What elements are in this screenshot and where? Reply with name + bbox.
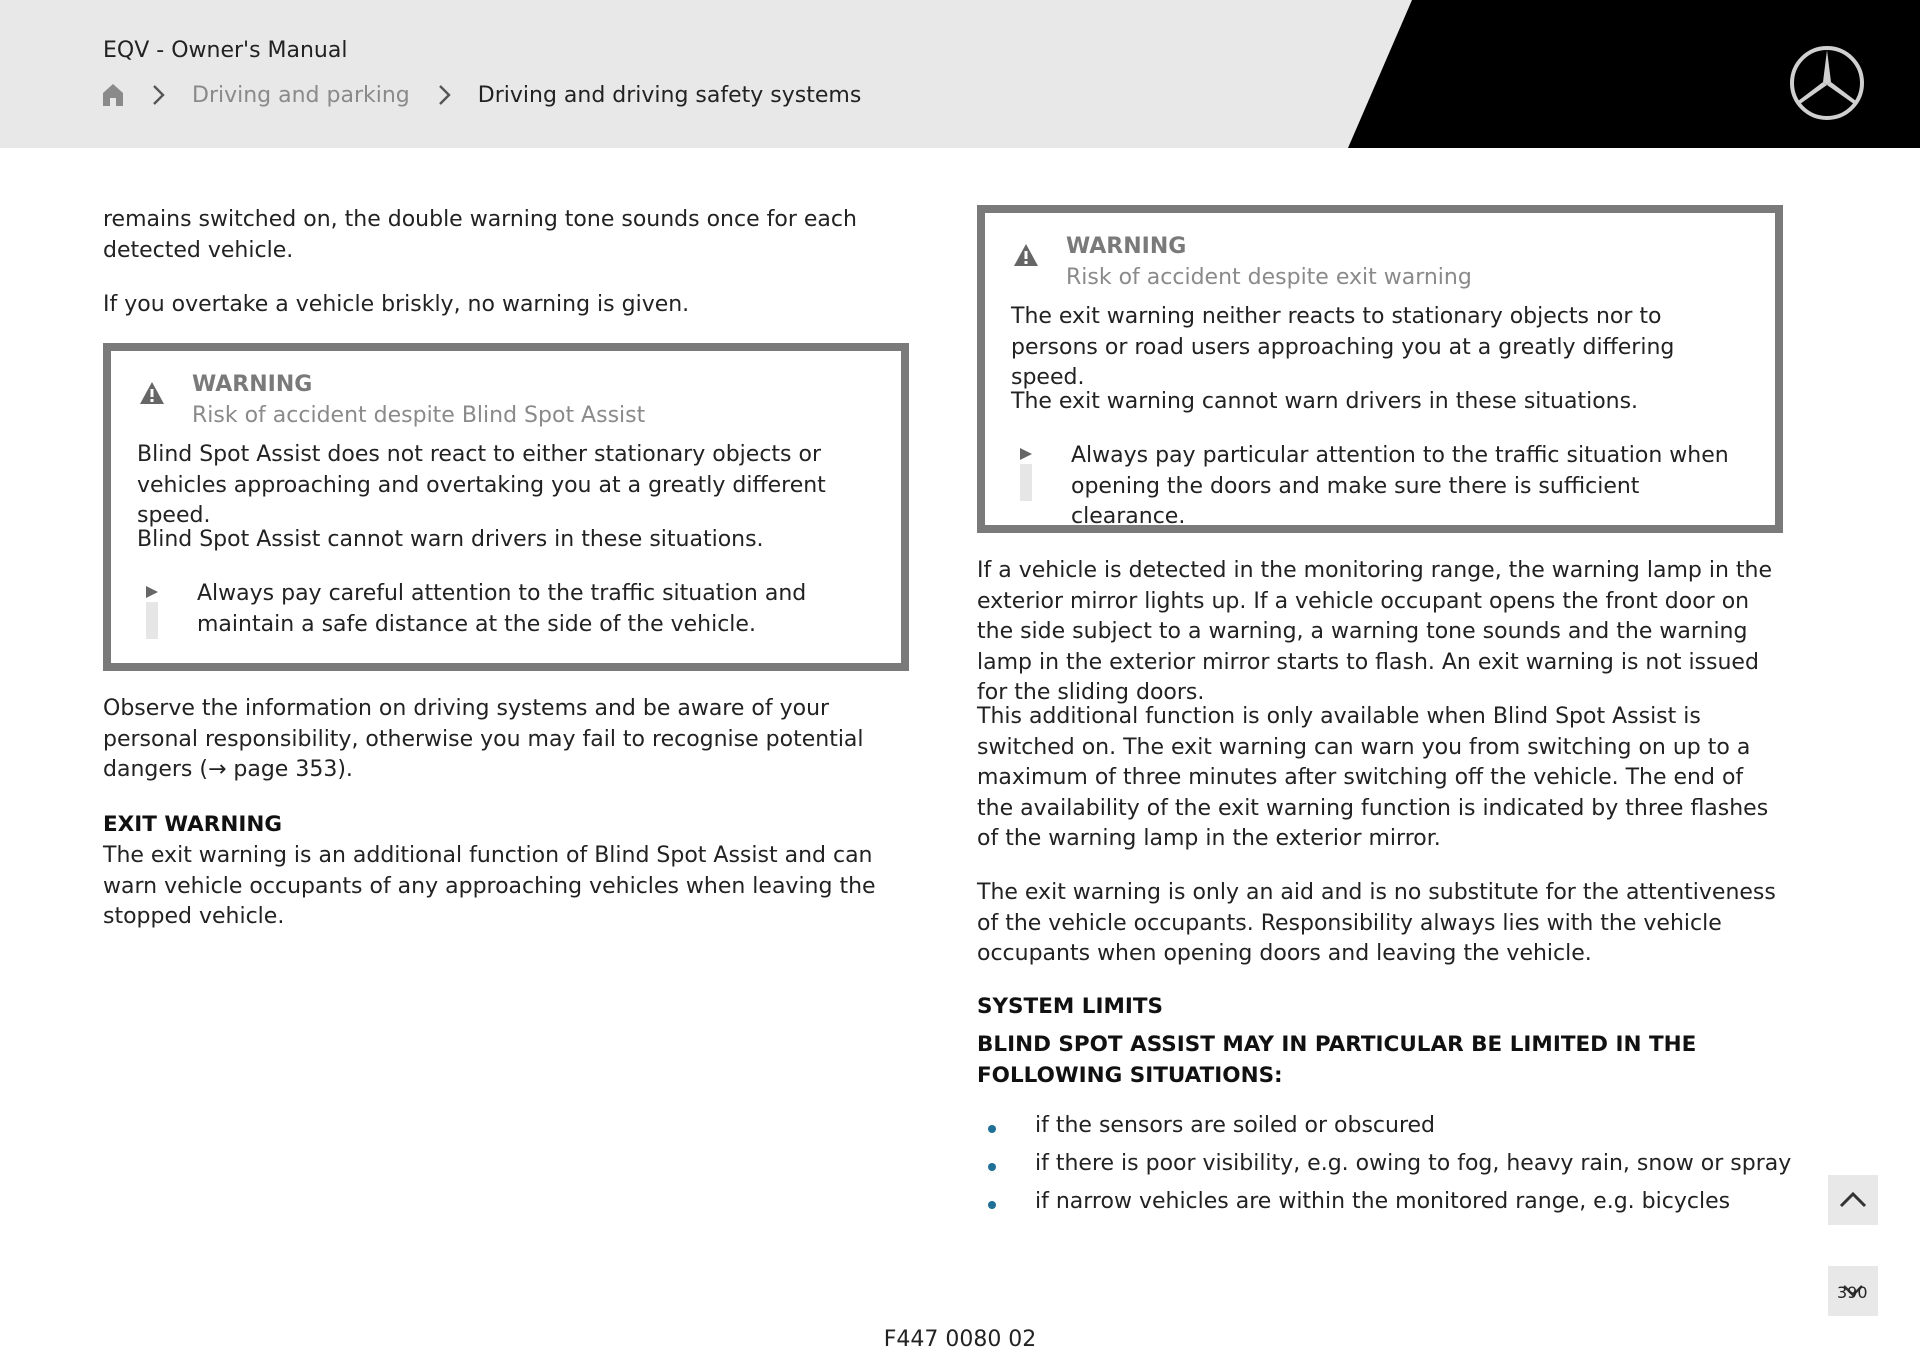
list-item: if the sensors are soiled or obscured xyxy=(1035,1113,1436,1138)
system-limits-heading: SYSTEM LIMITS xyxy=(977,994,1164,1019)
warning-instruction: Always pay careful attention to the traffic situation and maintain a safe distance at the side of the vehicle. xyxy=(197,581,807,637)
list-item: if there is poor visibility, e.g. owing to fog, heavy rain, snow or spray xyxy=(1035,1151,1792,1176)
warning-subtitle: Risk of accident despite exit warning xyxy=(1066,265,1472,290)
home-icon[interactable] xyxy=(102,83,124,107)
chevron-right-icon xyxy=(152,84,166,106)
instruction-arrow-icon xyxy=(145,585,159,639)
warning-text: Blind Spot Assist does not react to either stationary objects or vehicles approaching and overtaking you at a greatly different speed. xyxy=(137,442,826,529)
warning-text: Blind Spot Assist cannot warn drivers in these situations. xyxy=(137,527,764,552)
paragraph: remains switched on, the double warning tone sounds once for each detected vehicle. xyxy=(103,207,857,263)
chevron-up-icon xyxy=(1828,1175,1878,1225)
manual-title: EQV - Owner's Manual xyxy=(103,38,348,63)
warning-instruction: Always pay particular attention to the traffic situation when opening the doors and make sure there is sufficient clearance. xyxy=(1071,443,1729,530)
bullet-dot xyxy=(988,1125,996,1133)
bullet-dot xyxy=(988,1163,996,1171)
bullet-dot xyxy=(988,1201,996,1209)
breadcrumb-current: Driving and driving safety systems xyxy=(477,82,862,108)
breadcrumb-driving-and-parking[interactable]: Driving and parking xyxy=(192,82,410,108)
warning-text: The exit warning neither reacts to stationary objects nor to persons or road users approaching you at a greatly differing speed. xyxy=(1011,304,1675,391)
document-code: F447 0080 02 xyxy=(883,1327,1037,1352)
warning-title: WARNING xyxy=(192,372,313,397)
paragraph: This additional function is only available when Blind Spot Assist is switched on. The exit warning can warn you from switching on up to a maximum of three minutes after switching off the vehicle. The end of the availability of the exit warning function is indicated by three flashes of the warning lamp in the exterior mirror. xyxy=(977,704,1769,852)
breadcrumb xyxy=(102,80,861,110)
instruction-arrow-icon xyxy=(1019,447,1033,501)
paragraph: The exit warning is an additional function of Blind Spot Assist and can warn vehicle occupants of any approaching vehicles when leaving the stopped vehicle. xyxy=(103,843,876,930)
paragraph: If a vehicle is detected in the monitoring range, the warning lamp in the exterior mirror lights up. If a vehicle occupant opens the front door on the side subject to a warning, a warning tone sounds and the warning lamp in the exterior mirror starts to flash. An exit warning is not issued for the sliding doors. xyxy=(977,558,1773,706)
paragraph: The exit warning is only an aid and is no substitute for the attentiveness of the vehicle occupants. Responsibility always lies with the vehicle occupants when opening doors and leaving the vehicle. xyxy=(977,880,1776,967)
chevron-right-icon xyxy=(438,84,452,106)
paragraph: Observe the information on driving systems and be aware of your personal responsibility, otherwise you may fail to recognise potential dangers (→ page 353). xyxy=(103,696,864,783)
warning-subtitle: Risk of accident despite Blind Spot Assist xyxy=(192,403,646,428)
limited-situations-heading: BLIND SPOT ASSIST MAY IN PARTICULAR BE LIMITED IN THE FOLLOWING SITUATIONS: xyxy=(977,1032,1697,1088)
warning-triangle-icon xyxy=(1013,243,1039,267)
page-number: 390 xyxy=(1837,1283,1868,1302)
warning-title: WARNING xyxy=(1066,234,1187,259)
warning-text: The exit warning cannot warn drivers in these situations. xyxy=(1011,389,1639,414)
scroll-to-top-button[interactable] xyxy=(1828,1175,1878,1225)
mercedes-star-logo xyxy=(1788,44,1866,122)
exit-warning-heading: EXIT WARNING xyxy=(103,812,282,837)
paragraph: If you overtake a vehicle briskly, no warning is given. xyxy=(103,292,690,317)
list-item: if narrow vehicles are within the monitored range, e.g. bicycles xyxy=(1035,1189,1731,1214)
warning-triangle-icon xyxy=(139,381,165,405)
